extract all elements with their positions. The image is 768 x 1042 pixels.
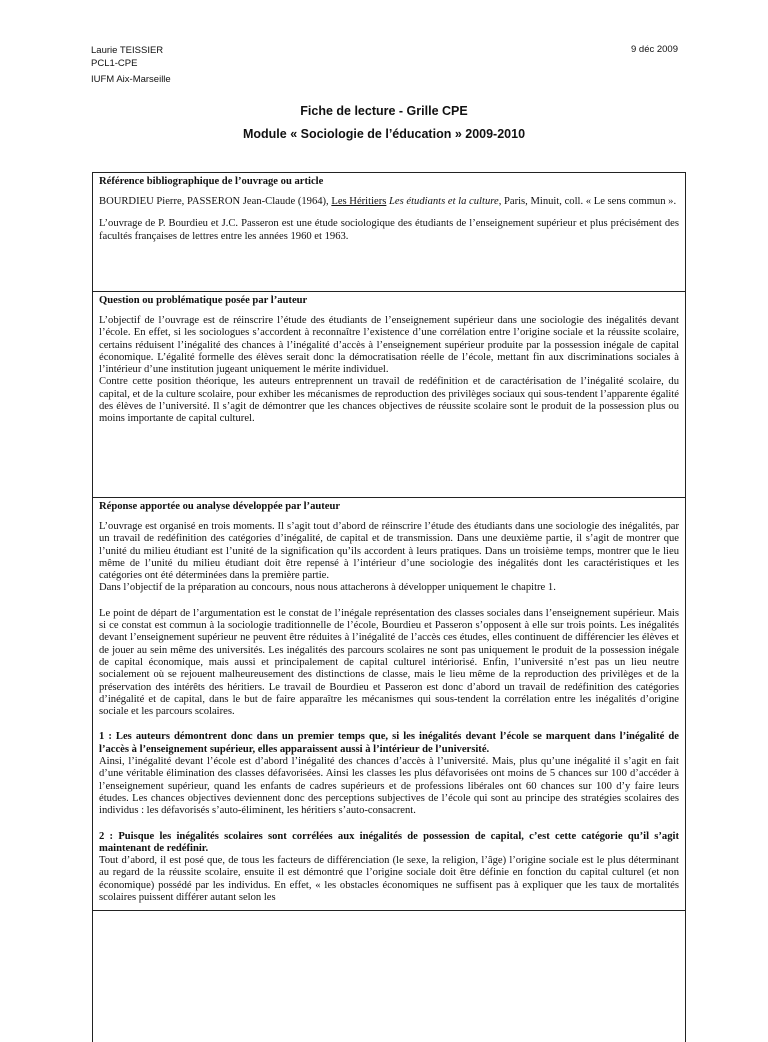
question-paragraph-2: Contre cette position théorique, les auteurs entreprennent un travail de redéfinition et de caractérisation de l’inégalité scolaire, du capital, et de la culture scolaire, pour exhiber les mécanismes de reproduction des privilèges sociaux qui sous-tendent l’apparente égalité des élèves de l’université. Il s’agit de démontrer que les chances objectives de réussite scolaire sont le produit de la possession plus ou moins importante de capital culturel. (99, 376, 679, 425)
reference-summary: L’ouvrage de P. Bourdieu et J.C. Passeron est une étude sociologique des étudiants de l’enseignement supérieur et plus précisément des facultés françaises de lettres entre les années 1960 et 1963. (99, 218, 679, 242)
citation-subtitle: Les étudiants et la culture (386, 196, 499, 207)
response-paragraph-2: Dans l’objectif de la préparation au concours, nous nous attacherons à développer uniquement le chapitre 1. (99, 582, 556, 594)
point-1-heading: 1 : Les auteurs démontrent donc dans un premier temps que, si les inégalités devant l’école se marquent dans l’inégalité de l’accès à l’enseignement supérieur, elles apparaissent aussi à l’intérieur de l’université. (99, 731, 679, 755)
point-1-body: Ainsi, l’inégalité devant l’école est d’abord l’inégalité des chances d’accès à l’université. Mais, plus qu’une inégalité il s’agit en fait d’une véritable élimination des classes défavorisées. Ainsi les classes les plus défavorisées ont moins de 5 chances sur 100 d’accéder à l’enseignement supérieur, quand les enfants de cadres supérieurs et de professions libérales ont 60 chances sur 100 d’y faire leurs études. Les chances objectives deviennent donc des perceptions subjectives de l’école qui sont au principe des stratégies scolaires des individus : les défavorisés s’auto-éliminent, les héritiers s’auto-consacrent. (99, 756, 679, 817)
point-2-body: Tout d’abord, il est posé que, de tous les facteurs de différenciation (le sexe, la religion, l’âge) l’origine sociale est le plus déterminant au regard de la réussite scolaire, ensuite il est démontré que l’origine sociale doit être définie en fonction du capital culturel (et non économique) possédé par les individus. En effet, « les obstacles économiques ne suffisent pas à expliquer que les taux de mortalités scolaires puissent différer autant selon les (99, 855, 679, 904)
document-title: Fiche de lecture - Grille CPE (300, 104, 468, 118)
citation (99, 196, 679, 208)
reference-heading: Référence bibliographique de l’ouvrage ou article (99, 176, 324, 187)
module-title: Module « Sociologie de l’éducation » 2009-2010 (242, 127, 526, 141)
response-paragraph-1: L’ouvrage est organisé en trois moments. Il s’agit tout d’abord de réinscrire l’étude des étudiants dans une sociologie des inégalités, par un travail de redéfinition des catégories d’inégalité, de capital et de transmission. Dans une deuxième partie, il s’agit de montrer que l’unité du milieu étudiant est l’unité de la signification qu’ils accordent à leurs pratiques. Dans un troisième temps, montrer que le lieu même de l’unité du milieu étudiant doit être repensé à l’intérieur d’une sociologie des inégalités dont les caractéristiques et les catégories ont été déterminées dans la première partie. (99, 521, 679, 582)
citation-title: Les Héritiers (331, 196, 387, 207)
reading-grid (92, 172, 686, 1042)
header-left (91, 44, 171, 86)
response-paragraph-3: Le point de départ de l’argumentation est le constat de l’inégale représentation des classes sociales dans l’enseignement supérieur. Mais si ce constat est commun à la sociologie traditionnelle de l’école, Bourdieu et Passeron s’opposent à elle sur trois points. Les inégalités devant l’enseignement supérieur ne peuvent être réduites à l’inégalité de l’accès ces études, elles continuent de différencier les élèves et de jouer au sein même des universités. Les inégalités des parcours scolaires ne sont pas uniquement le produit de la possession inégale de capital économique, mais aussi et principalement de capital culturel intériorisé. Enfin, l’université n’est pas un lieu neutre socialement où se rejouent malheureusement des distinctions de classe, mais le lieu même de la reproduction des privilèges et de la préservation des intérêts des héritiers. Le travail de Bourdieu et Passeron est donc d’abord un travail de redéfinition des catégories d’inégalité et de capital, dans le but de faire apparaître les mécanismes qui sous-tendent la corrélation entre les inégalités d’origine sociale et les parcours scolaires. (99, 607, 679, 718)
response-section (93, 498, 685, 911)
point-2-heading: 2 : Puisque les inégalités scolaires sont corrélées aux inégalités de possession de capital, c’est cette catégorie qu’il s’agit maintenant de redéfinir. (99, 830, 679, 854)
reference-section (93, 173, 685, 292)
question-section (93, 292, 685, 498)
response-heading: Réponse apportée ou analyse développée par l’auteur (99, 501, 341, 512)
document-date: 9 déc 2009 (630, 44, 678, 55)
institution: IUFM Aix-Marseille (91, 74, 171, 85)
question-paragraph-1: L’objectif de l’ouvrage est de réinscrire l’étude des étudiants de l’enseignement supérieur dans une sociologie des inégalités devant l’école. En effet, si les sociologues s’accordent à reconnaître l’existence d’une corrélation entre l’origine sociale et la réussite scolaire, certains réduisent l’inégalité des chances à l’inégalité d’accès à l’enseignement supérieur produite par la possession inégale de capital économique. L’égalité formelle des élèves serait donc la démocratisation réelle de l’école, mettant fin aux discriminations sociales à l’intérieur d’une institution jugeant uniquement le mérite individuel. (99, 315, 679, 376)
question-heading: Question ou problématique posée par l’auteur (99, 295, 308, 306)
course-code: PCL1-CPE (91, 58, 138, 69)
author-name: Laurie TEISSIER (91, 45, 164, 56)
citation-authors: BOURDIEU Pierre, PASSERON Jean-Claude (1964), (99, 196, 332, 207)
citation-publisher: , Paris, Minuit, coll. « Le sens commun ». (498, 196, 677, 207)
